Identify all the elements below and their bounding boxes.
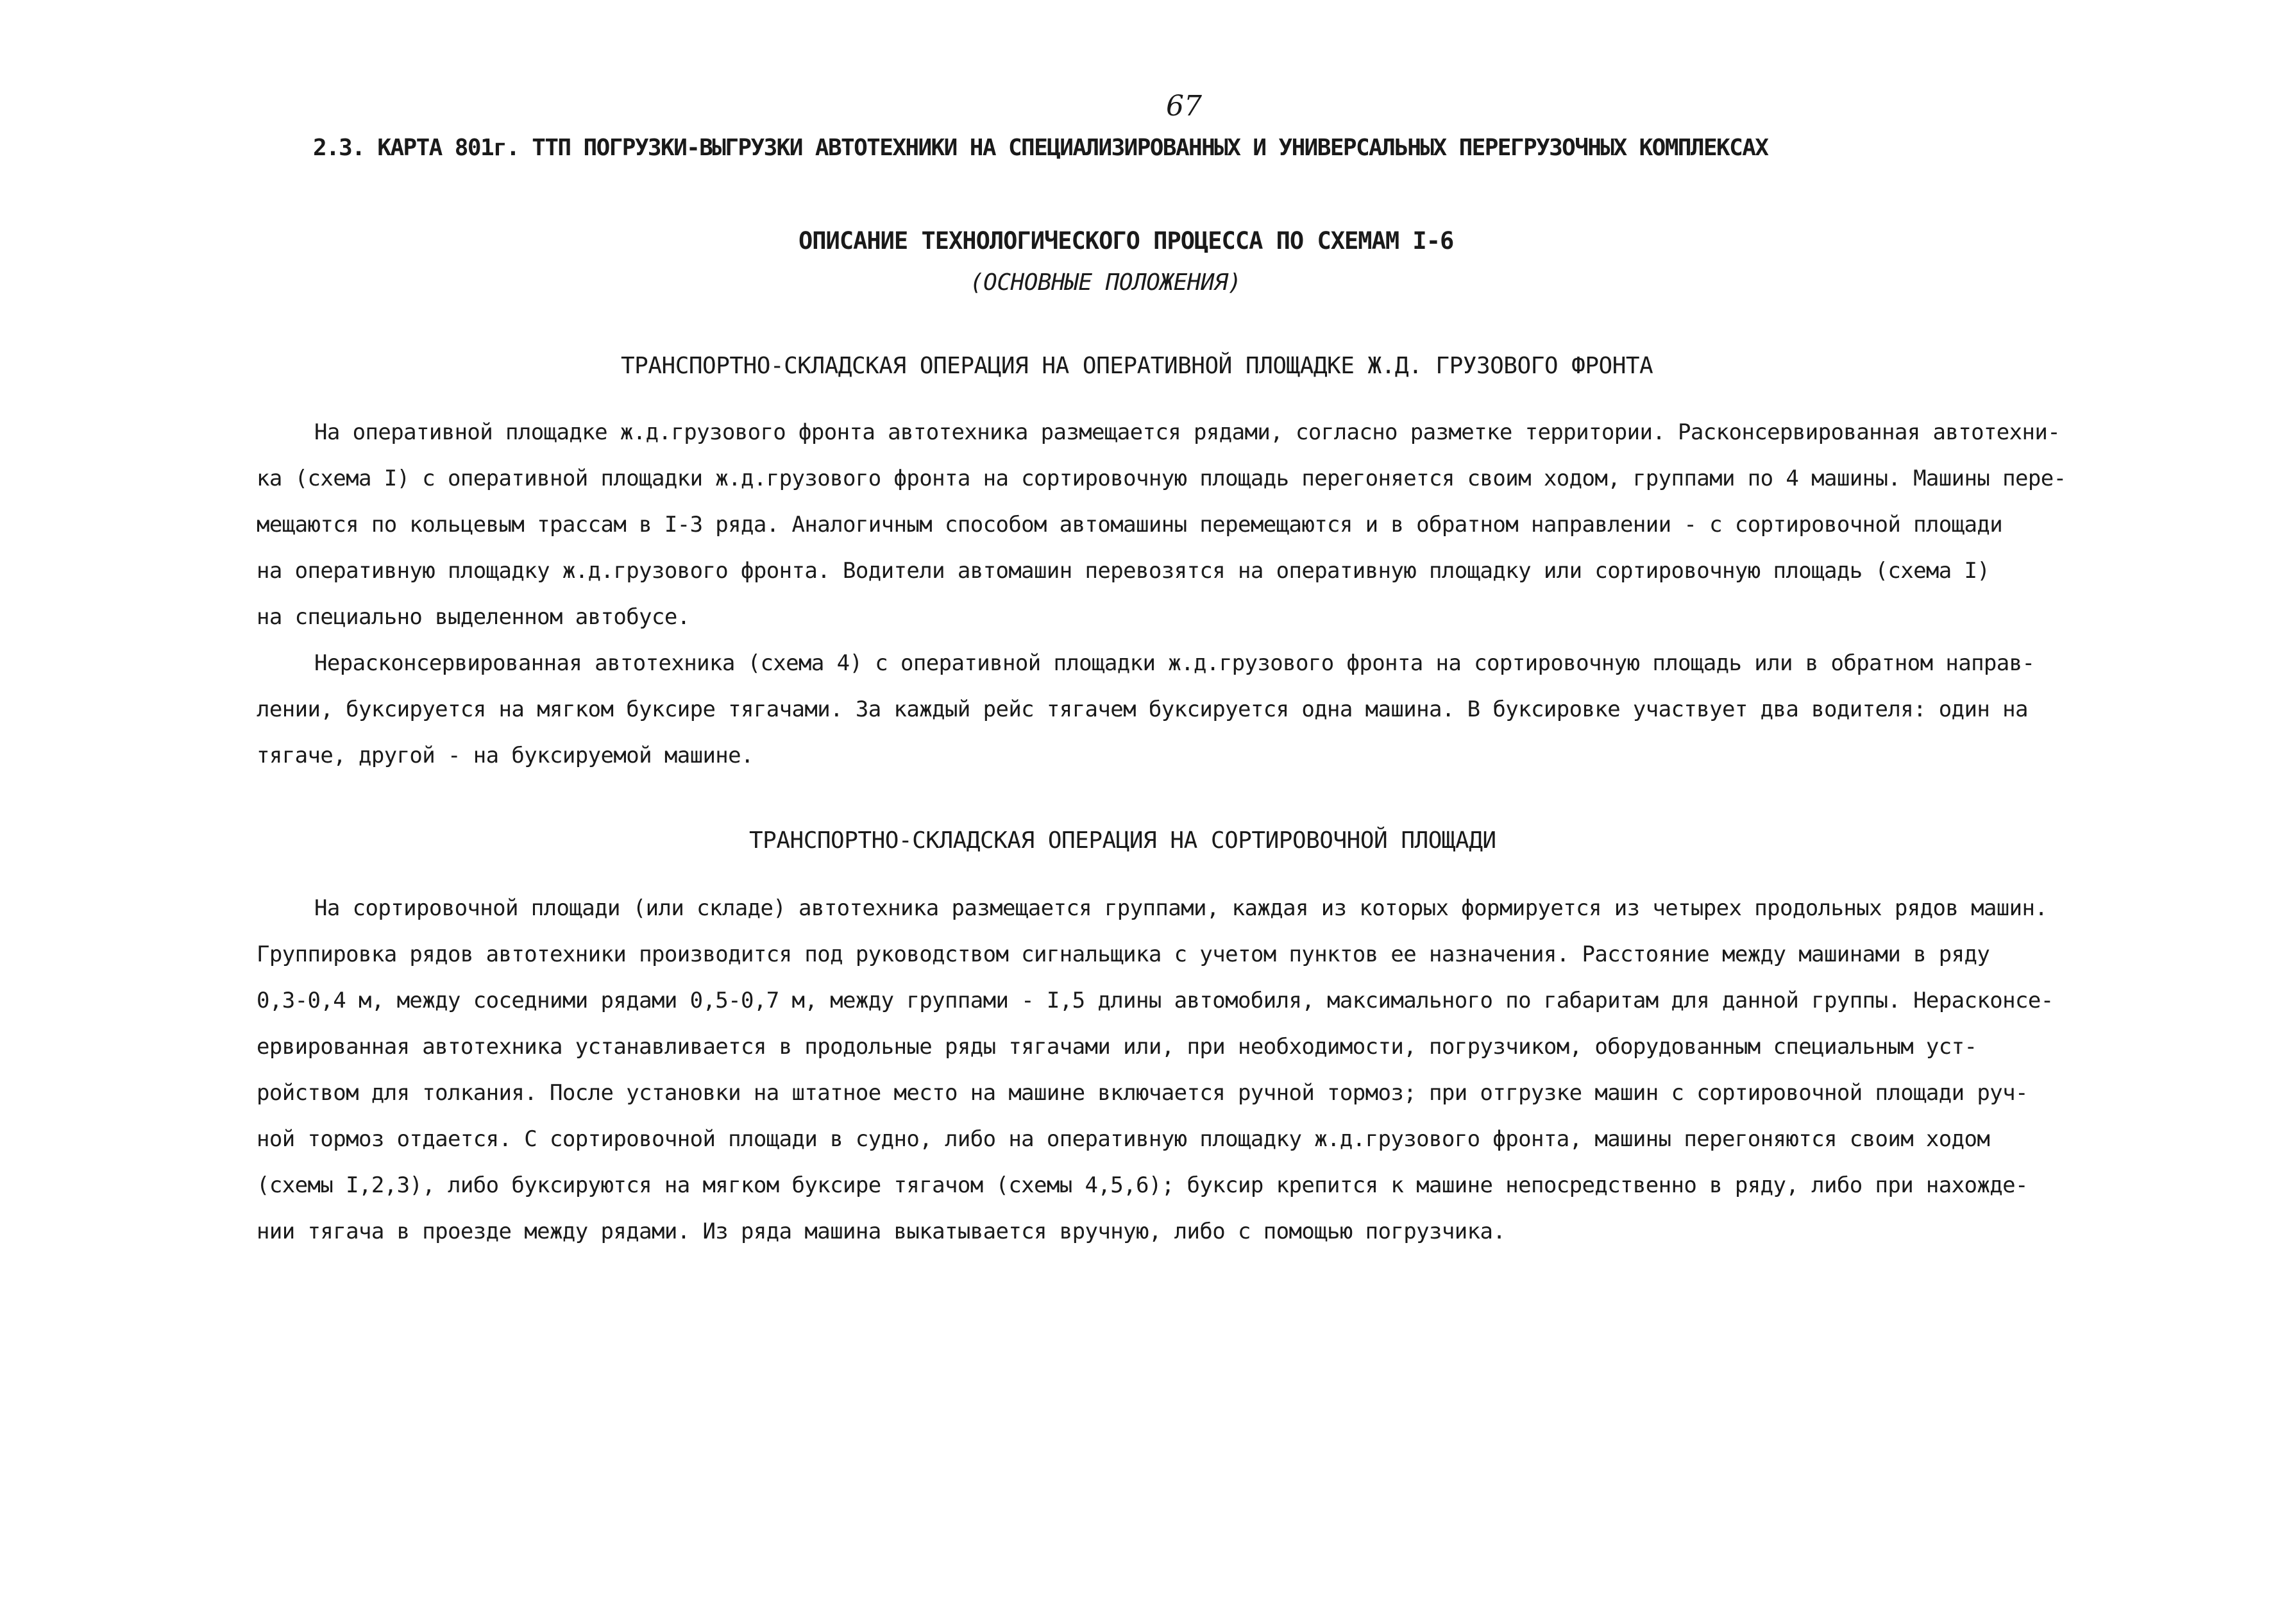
paragraph-line: На оперативной площадке ж.д.грузового фронта автотехника размещается рядами, согласно разметке территории. Расконсервированная автотехни- [314,419,2061,445]
description-subtitle: (ОСНОВНЫЕ ПОЛОЖЕНИЯ) [970,269,1242,296]
paragraph-line: Группировка рядов автотехники производится под руководством сигнальщика с учетом пунктов ее назначения. Расстояние между машинами в ряду [257,942,1990,967]
paragraph-line: 0,3-0,4 м, между соседними рядами 0,5-0,7 м, между группами - I,5 длины автомобиля, максимального по габаритам для данной группы. Нерасконсе- [257,988,2054,1013]
paragraph-line: На сортировочной площади (или складе) автотехника размещается группами, каждая из которых формируется из четырех продольных рядов машин. [314,895,2048,921]
paragraph-line: (схемы I,2,3), либо буксируются на мягком буксире тягачом (схемы 4,5,6); буксир крепится к машине непосредственно в ряду, либо при нахожде- [257,1172,2028,1198]
section-heading: ТРАНСПОРТНО-СКЛАДСКАЯ ОПЕРАЦИЯ НА СОРТИРОВОЧНОЙ ПЛОЩАДИ [749,827,1496,854]
paragraph-line: тягаче, другой - на буксируемой машине. [257,743,754,768]
paragraph-line: Нерасконсервированная автотехника (схема 4) с оперативной площадки ж.д.грузового фронта на сортировочную площадь или в обратном направ- [314,650,2035,676]
paragraph-line: лении, буксируется на мягком буксире тягачами. За каждый рейс тягачем буксируется одна машина. В буксировке участвует два водителя: один на [257,697,2028,722]
document-title: 2.3. КАРТА 801г. ТТП ПОГРУЗКИ-ВЫГРУЗКИ АВТОТЕХНИКИ НА СПЕЦИАЛИЗИРОВАННЫХ И УНИВЕРСАЛЬНЫХ ПЕРЕГРУЗОЧНЫХ КОМПЛЕКСАХ [313,135,1768,161]
paragraph-line: нии тягача в проезде между рядами. Из ряда машина выкатывается вручную, либо с помощью погрузчика. [257,1219,1506,1244]
description-title: ОПИСАНИЕ ТЕХНОЛОГИЧЕСКОГО ПРОЦЕССА ПО СХЕМАМ I-6 [799,227,1454,255]
paragraph-line: ной тормоз отдается. С сортировочной площади в судно, либо на оперативную площадку ж.д.грузового фронта, машины перегоняются своим ходом [257,1126,1990,1152]
paragraph-line: ервированная автотехника устанавливается в продольные ряды тягачами или, при необходимости, погрузчиком, оборудованным специальным уст- [257,1034,1977,1060]
paragraph-line: ка (схема I) с оперативной площадки ж.д.грузового фронта на сортировочную площадь перегоняется своим ходом, группами по 4 машины. Машины пере- [257,466,2066,491]
paragraph-line: ройством для толкания. После установки на штатное место на машине включается ручной тормоз; при отгрузке машин с сортировочной площади руч- [257,1080,2028,1106]
paragraph-line: на оперативную площадку ж.д.грузового фронта. Водители автомашин перевозятся на оперативную площадку или сортировочную площадь (схема I) [257,558,1990,584]
section-heading: ТРАНСПОРТНО-СКЛАДСКАЯ ОПЕРАЦИЯ НА ОПЕРАТИВНОЙ ПЛОЩАДКЕ Ж.Д. ГРУЗОВОГО ФРОНТА [621,353,1653,379]
page-number: 67 [1166,90,1202,123]
paragraph-line: мещаются по кольцевым трассам в I-3 ряда. Аналогичным способом автомашины перемещаются и в обратном направлении - с сортировочной площади [257,512,2003,537]
paragraph-line: на специально выделенном автобусе. [257,604,690,630]
